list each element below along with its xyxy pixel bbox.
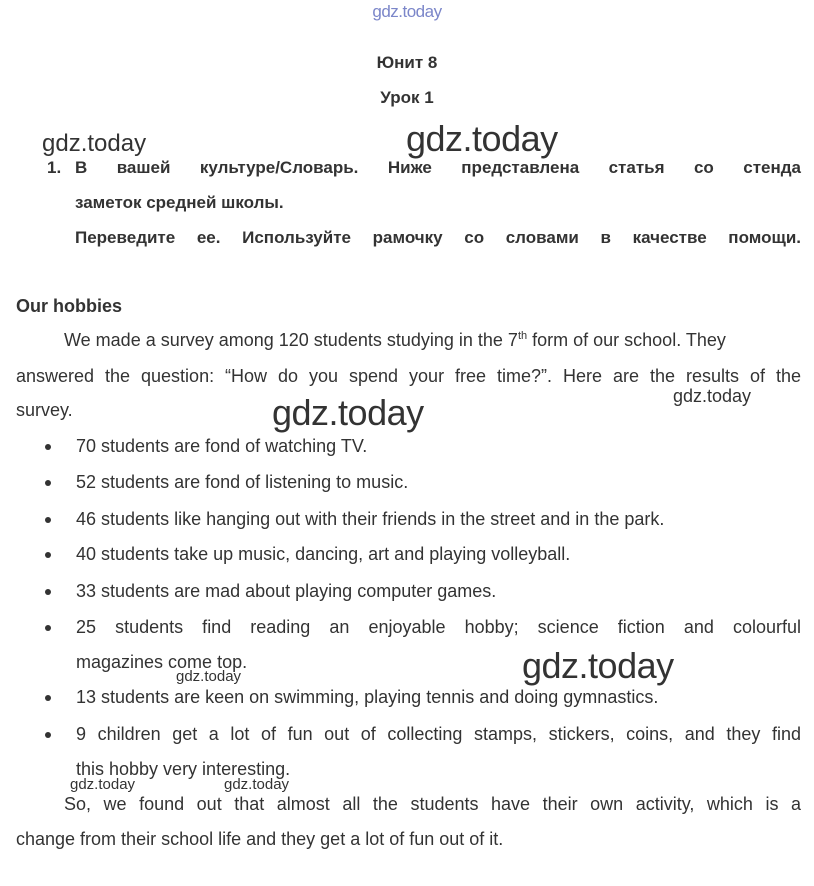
task-line: заметок средней школы. bbox=[75, 193, 284, 212]
watermark: gdz.today bbox=[673, 386, 752, 406]
bullet-dot bbox=[45, 625, 51, 631]
lesson-heading: Урок 1 bbox=[380, 88, 434, 107]
bullet-dot bbox=[45, 589, 51, 595]
watermark: gdz.today bbox=[42, 130, 147, 157]
watermark: gdz.today bbox=[406, 118, 558, 159]
list-item: 40 students take up music, dancing, art and playing volleyball. bbox=[76, 544, 571, 564]
top-watermark: gdz.today bbox=[372, 2, 442, 21]
article-title: Our hobbies bbox=[16, 296, 123, 316]
bullet-dot bbox=[45, 552, 51, 558]
task-number: 1. bbox=[47, 158, 62, 177]
intro-text: form of our school. They bbox=[527, 330, 726, 350]
intro-text: We made a survey among 120 students studying in the 7 bbox=[64, 330, 518, 350]
intro-line bbox=[64, 330, 801, 351]
list-item: 52 students are fond of listening to music. bbox=[76, 472, 409, 492]
task-line: В вашей культуре/Словарь. Ниже представлена статья со стенда bbox=[75, 158, 801, 177]
watermark: gdz.today bbox=[176, 668, 242, 685]
intro-line: answered the question: “How do you spend your free time?”. Here are the results of the bbox=[16, 366, 801, 386]
bullet-dot bbox=[45, 480, 51, 486]
watermark: gdz.today bbox=[224, 776, 290, 793]
list-item: 33 students are mad about playing computer games. bbox=[76, 581, 497, 601]
watermark: gdz.today bbox=[522, 645, 674, 686]
conclusion-line: So, we found out that almost all the students have their own activity, which is a bbox=[64, 794, 801, 814]
bullet-dot bbox=[45, 444, 51, 450]
list-item-continuation: this hobby very interesting. bbox=[76, 759, 291, 779]
conclusion-line: change from their school life and they get a lot of fun out of it. bbox=[16, 829, 504, 849]
list-item: 25 students find reading an enjoyable hobby; science fiction and colourful bbox=[76, 617, 801, 637]
unit-heading: Юнит 8 bbox=[376, 53, 438, 72]
list-item: 13 students are keen on swimming, playing tennis and doing gymnastics. bbox=[76, 687, 659, 707]
list-item: 70 students are fond of watching TV. bbox=[76, 436, 368, 456]
list-item: 46 students like hanging out with their friends in the street and in the park. bbox=[76, 509, 665, 529]
list-item: 9 children get a lot of fun out of collecting stamps, stickers, coins, and they find bbox=[76, 724, 801, 744]
bullet-dot bbox=[45, 695, 51, 701]
intro-line: survey. bbox=[16, 400, 73, 420]
bullet-dot bbox=[45, 517, 51, 523]
list-item-continuation: magazines come top. bbox=[76, 652, 248, 672]
bullet-dot bbox=[45, 732, 51, 738]
watermark: gdz.today bbox=[272, 392, 424, 433]
superscript: th bbox=[517, 330, 528, 342]
task-line: Переведите ее. Используйте рамочку со словами в качестве помощи. bbox=[75, 228, 801, 247]
watermark: gdz.today bbox=[70, 776, 136, 793]
